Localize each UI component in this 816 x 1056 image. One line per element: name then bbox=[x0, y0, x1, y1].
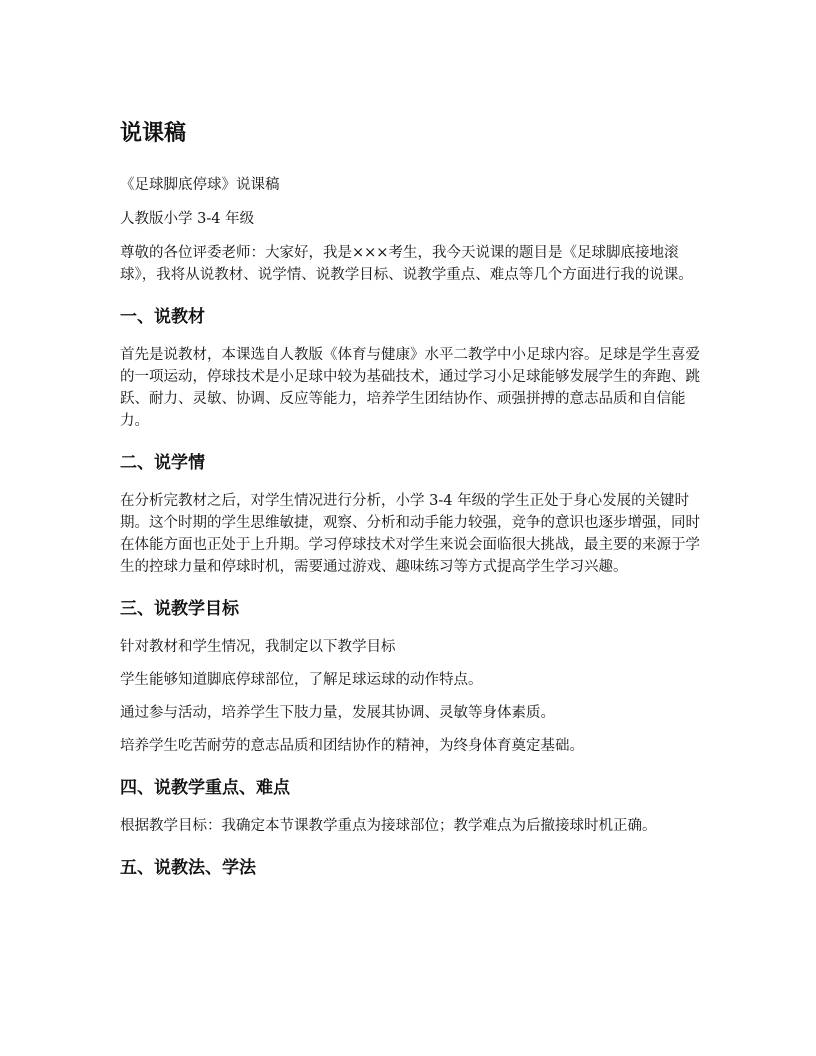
intro-paragraph: 尊敬的各位评委老师：大家好，我是×××考生，我今天说课的题目是《足球脚底接地滚球》，我将从说教材、说学情、说教学目标、说教学重点、难点等几个方面进行我的说课。 bbox=[120, 245, 693, 283]
section-paragraph: 首先是说教材，本课选自人教版《体育与健康》水平二教学中小足球内容。足球是学生喜爱的一项运动，停球技术是小足球中较为基础技术，通过学习小足球能够发展学生的奔跑、跳跃、耐力、灵敏、协调、反应等能力，培养学生团结协作、顽强拼搏的意志品质和自信能力。 bbox=[120, 347, 700, 429]
section-textbook bbox=[120, 304, 710, 432]
section-heading: 五、说教法、学法 bbox=[120, 858, 256, 878]
section-heading: 三、说教学目标 bbox=[120, 599, 239, 619]
section-key-points bbox=[120, 775, 710, 837]
section-paragraph: 针对教材和学生情况，我制定以下教学目标 bbox=[120, 639, 396, 655]
document-subtitle: 《足球脚底停球》说课稿 bbox=[120, 177, 280, 193]
document-page bbox=[120, 118, 710, 895]
document-title: 说课稿 bbox=[120, 121, 187, 146]
section-methods bbox=[120, 855, 710, 881]
section-heading: 四、说教学重点、难点 bbox=[120, 778, 290, 798]
section-paragraph: 在分析完教材之后，对学生情况进行分析，小学 3-4 年级的学生正处于身心发展的关键时期。这个时期的学生思维敏捷，观察、分析和动手能力较强，竞争的意识也逐步增强，同时在体能方面也正处于上升期。学习停球技术对学生来说会面临很大挑战，最主要的来源于学生的控球力量和停球时机，需要通过游戏、趣味练习等方式提高学生学习兴趣。 bbox=[120, 493, 700, 575]
section-objectives bbox=[120, 596, 710, 757]
section-paragraph: 根据教学目标：我确定本节课教学重点为接球部位；教学难点为后撤接球时机正确。 bbox=[120, 818, 657, 834]
section-heading: 一、说教材 bbox=[120, 307, 205, 327]
section-paragraph: 学生能够知道脚底停球部位，了解足球运球的动作特点。 bbox=[120, 672, 483, 688]
section-heading: 二、说学情 bbox=[120, 453, 205, 473]
edition-line: 人教版小学 3-4 年级 bbox=[120, 211, 255, 227]
section-paragraph: 通过参与活动，培养学生下肢力量，发展其协调、灵敏等身体素质。 bbox=[120, 705, 555, 721]
section-students bbox=[120, 450, 710, 578]
section-paragraph: 培养学生吃苦耐劳的意志品质和团结协作的精神，为终身体育奠定基础。 bbox=[120, 738, 584, 754]
